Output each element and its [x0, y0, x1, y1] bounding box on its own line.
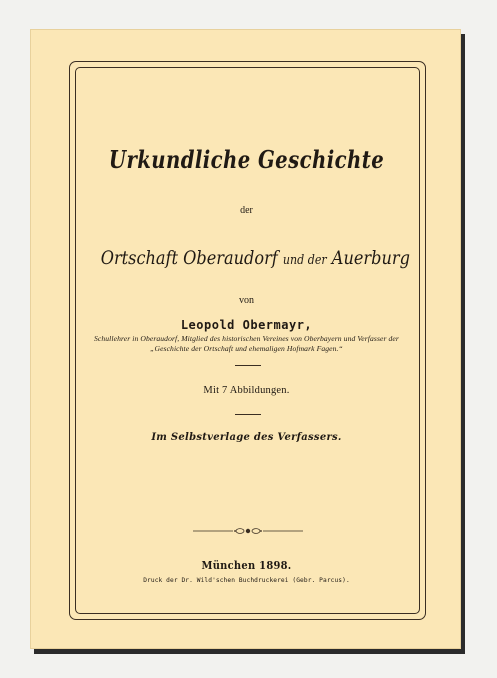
book-title: Urkundliche Geschichte: [108, 145, 385, 174]
book-subject: [100, 247, 410, 269]
connector-der: der: [240, 205, 253, 216]
subject-connector: und der: [282, 253, 327, 268]
illustrations-note: Mit 7 Abbildungen.: [203, 385, 290, 396]
author-description-line-2: „Geschichte der Ortschaft und ehemaligen Hofmark Fagen.“: [150, 344, 343, 353]
publisher-line: Im Selbstverlage des Verfassers.: [151, 431, 342, 443]
ornament-divider: [193, 526, 303, 536]
divider-rule: [235, 365, 261, 366]
author-description-line-1: Schullehrer in Oberaudorf, Mitglied des historischen Vereines von Oberbayern und Verfasser der: [94, 334, 399, 343]
book-cover: [30, 29, 461, 649]
divider-rule: [235, 414, 261, 415]
subject-main: Ortschaft Oberaudorf: [100, 247, 278, 269]
subject-end: Auerburg: [331, 247, 410, 269]
connector-von: von: [239, 295, 254, 306]
place-and-year: München 1898.: [201, 559, 292, 572]
title-page-content: [75, 67, 418, 612]
author-name: Leopold Obermayr,: [180, 318, 313, 332]
printer-imprint: Druck der Dr. Wild'schen Buchdruckerei (Gebr. Parcus).: [143, 577, 350, 584]
